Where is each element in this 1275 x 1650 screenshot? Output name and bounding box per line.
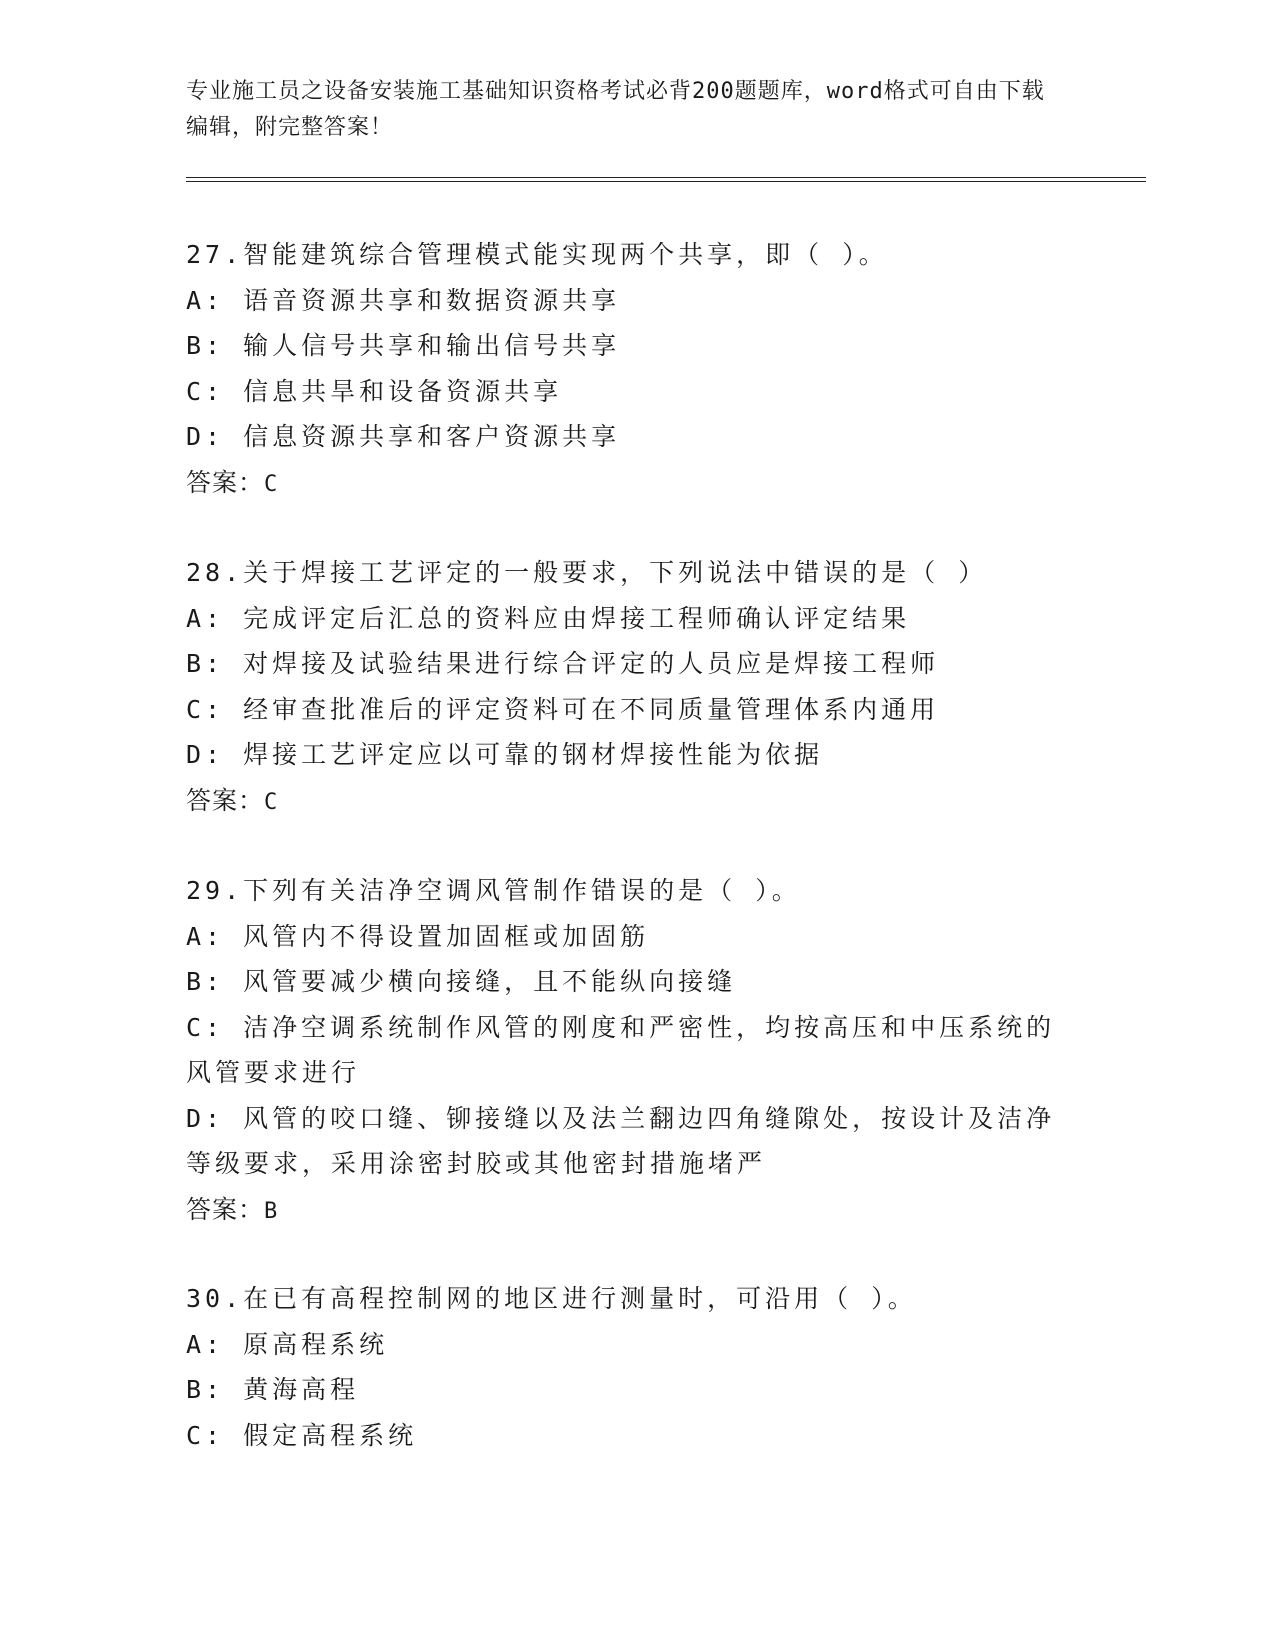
option-d: D: 信息资源共享和客户资源共享 [186, 422, 621, 451]
answer-label: 答案： [186, 467, 265, 497]
option-b: B: 输人信号共享和输出信号共享 [186, 331, 621, 360]
question-30 [186, 1276, 1086, 1458]
option-c: C: 信息共旱和设备资源共享 [186, 376, 563, 406]
option-c: C: 假定高程系统 [186, 1420, 418, 1450]
question-stem: 27.智能建筑综合管理模式能实现两个共享，即（ ）。 [186, 240, 888, 269]
answer-value: C [264, 471, 279, 497]
option-b: B: 风管要减少横向接缝，且不能纵向接缝 [186, 967, 737, 996]
option-b: B: 黄海高程 [186, 1375, 360, 1404]
option-d: D: 风管的咬口缝、铆接缝以及法兰翻边四角缝隙处，按设计及洁净等级要求，采用涂密封胶或其他密封措施堵严 [186, 1103, 1056, 1178]
answer-label: 答案： [186, 1194, 265, 1224]
option-d: D: 焊接工艺评定应以可靠的钢材焊接性能为依据 [186, 740, 824, 769]
question-stem: 30.在已有高程控制网的地区进行测量时，可沿用（ ）。 [186, 1284, 917, 1313]
question-stem: 29.下列有关洁净空调风管制作错误的是（ ）。 [186, 876, 801, 905]
option-b: B: 对焊接及试验结果进行综合评定的人员应是焊接工程师 [186, 649, 940, 678]
option-a: A: 语音资源共享和数据资源共享 [186, 285, 621, 315]
question-27 [186, 232, 1086, 505]
answer-value: B [264, 1198, 279, 1224]
option-a: A: 原高程系统 [186, 1329, 389, 1359]
answer-line [186, 778, 1086, 824]
answer-line [186, 460, 1086, 506]
header-divider-bottom [186, 181, 1146, 182]
header-divider-top [186, 177, 1146, 178]
question-28 [186, 550, 1086, 823]
option-a: A: 风管内不得设置加固框或加固筋 [186, 921, 650, 951]
document-header: 专业施工员之设备安装施工基础知识资格考试必背200题题库，word格式可自由下载编辑，附完整答案！ [186, 79, 1045, 140]
answer-value: C [264, 789, 279, 815]
option-a: A: 完成评定后汇总的资料应由焊接工程师确认评定结果 [186, 603, 911, 633]
option-c: C: 经审查批准后的评定资料可在不同质量管理体系内通用 [186, 694, 940, 724]
question-29 [186, 868, 1086, 1232]
question-stem: 28.关于焊接工艺评定的一般要求，下列说法中错误的是（ ） [186, 558, 988, 587]
answer-label: 答案： [186, 785, 265, 815]
option-c: C: 洁净空调系统制作风管的刚度和严密性，均按高压和中压系统的风管要求进行 [186, 1012, 1056, 1087]
answer-line [186, 1187, 1086, 1233]
